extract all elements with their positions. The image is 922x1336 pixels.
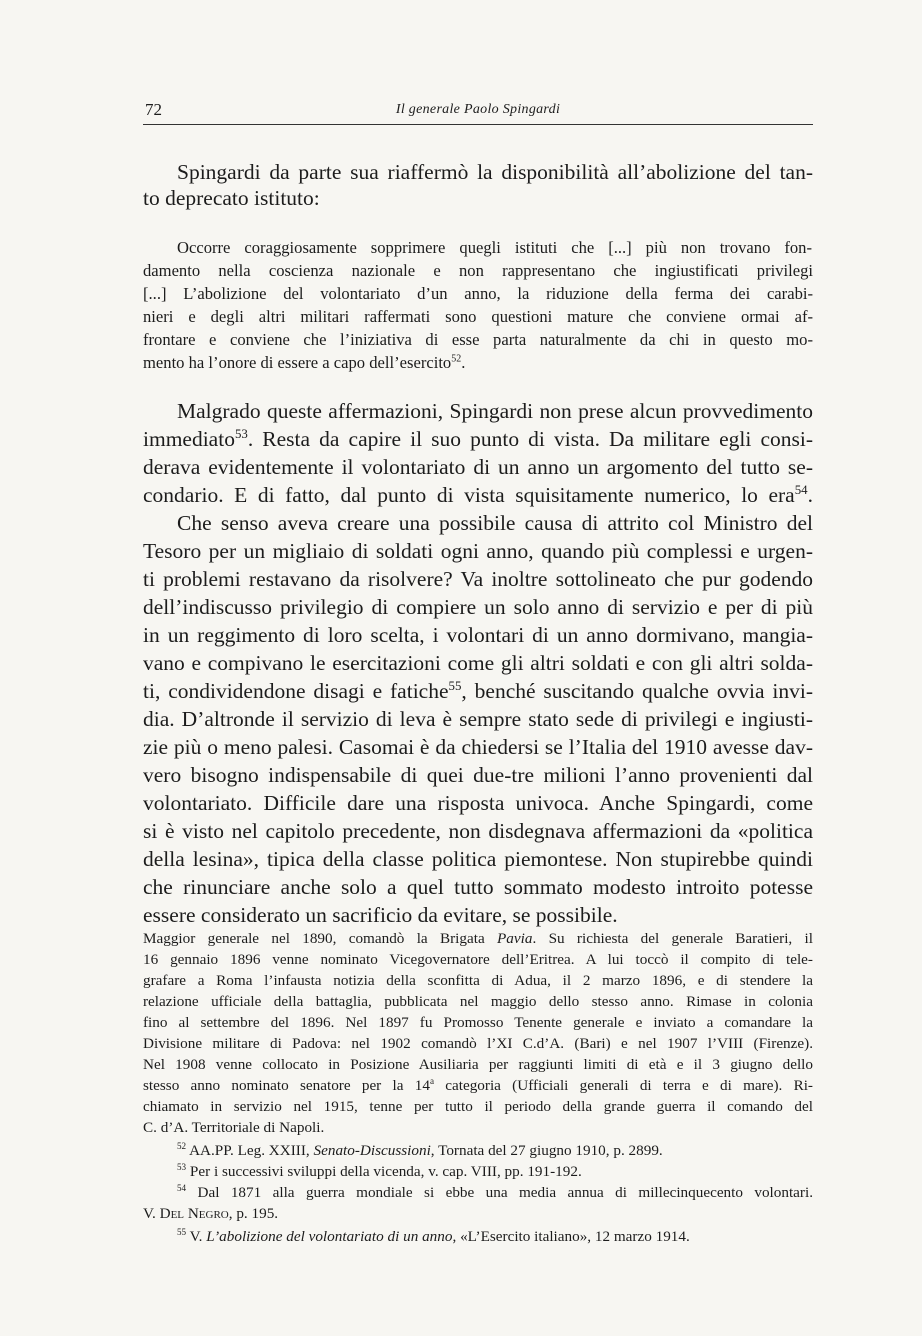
body-line: in un reggimento di loro scelta, i volontari di un anno dormivano, mangia-: [143, 623, 813, 647]
body-line: essere considerato un sacrificio da evitare, se possibile.: [143, 903, 618, 927]
footnote-53: [177, 1161, 813, 1182]
body-line: della lesina», tipica della classe politica piemontese. Non stupirebbe quindi: [143, 847, 813, 871]
body-line: vano e compivano le esercitazioni come gli altri soldati e con gli altri solda-: [143, 651, 813, 675]
note-italic: Pavia: [497, 930, 533, 947]
body-line: ti problemi restavano da risolvere? Va inoltre sottolineato che pur godendo: [143, 567, 813, 591]
note-text: . Su richiesta del generale Baratieri, il: [532, 930, 813, 947]
note-text: AA.PP. Leg. XXIII,: [186, 1142, 314, 1159]
footnote-54-cont: [143, 1203, 813, 1224]
body-line: si è visto nel capitolo precedente, non disdegnava affermazioni da «politica: [143, 819, 813, 843]
body-text: , benché suscitando qualche ovvia invi-: [461, 679, 813, 703]
note-superscript: a: [429, 1075, 434, 1086]
quote-line: [143, 351, 813, 375]
body-line: che rinunciare anche solo a quel tutto sommato modesto introito potesse: [143, 875, 813, 899]
body-line: dia. D’altronde il servizio di leva è sempre stato sede di privilegi e ingiusti-: [143, 707, 813, 731]
quote-line: nieri e degli altri militari raffermati sono questioni mature che conviene ormai af-: [143, 307, 813, 326]
note-line: fino al settembre del 1896. Nel 1897 fu Promosso Tenente generale e inviato a comandare la: [143, 1014, 813, 1031]
body-line: Tesoro per un migliaio di soldati ogni anno, quando più complessi e urgen-: [143, 539, 813, 563]
note-text: , Tornata del 27 giugno 1910, p. 2899.: [430, 1142, 663, 1159]
note-text: Maggior generale nel 1890, comandò la Brigata: [143, 930, 498, 947]
note-text: V.: [186, 1228, 207, 1245]
footnote-number: 52: [177, 1140, 187, 1151]
footnote-ref[interactable]: 54: [794, 482, 808, 497]
note-text: Per i successivi sviluppi della vicenda, v. cap. VIII, pp. 191-192.: [186, 1163, 582, 1180]
quote-text: mento ha l’onore di essere a capo dell’esercito: [143, 353, 452, 372]
quote-end: .: [461, 353, 466, 372]
note-italic: L’abolizione del volontariato di un anno: [206, 1228, 453, 1245]
note-text: V.: [143, 1205, 160, 1222]
footnote-number: 55: [177, 1226, 187, 1237]
body-line: Che senso aveva creare una possibile causa di attrito col Ministro del: [177, 511, 813, 535]
page-number: 72: [145, 100, 162, 119]
body-text: ti, condividendone disagi e fatiche: [143, 679, 449, 703]
body-line: dell’indiscusso privilegio di compiere un solo anno di servizio e per di più: [143, 595, 813, 619]
running-title: Il generale Paolo Spingardi: [395, 102, 561, 117]
footnote-54: [177, 1182, 813, 1203]
body-line: vero bisogno indispensabile di quei due-tre milioni l’anno provenienti dal: [143, 763, 813, 787]
note-italic: Senato-Discussioni: [313, 1142, 431, 1159]
body-line: volontariato. Difficile dare una risposta univoca. Anche Spingardi, come: [143, 791, 813, 815]
body-text: .: [807, 483, 813, 507]
footnote-52: [177, 1140, 813, 1161]
intro-line: to deprecato istituto:: [143, 186, 320, 210]
note-line: [143, 1075, 813, 1096]
quote-line: damento nella coscienza nazionale e non rappresentano che ingiustificati privilegi: [143, 261, 813, 280]
quote-line: [...] L’abolizione del volontariato d’un anno, la riduzione della ferma dei carabi-: [143, 284, 813, 303]
note-smallcaps: Del Negro: [159, 1205, 229, 1222]
intro-line: Spingardi da parte sua riaffermò la disponibilità all’abolizione del tan-: [177, 160, 813, 184]
note-line: [143, 928, 813, 949]
note-line: chiamato in servizio nel 1915, tenne per tutto il periodo della grande guerra il comando del: [143, 1098, 813, 1115]
note-line: grafare a Roma l’infausta notizia della sconfitta di Adua, il 2 marzo 1896, e di stendere la: [143, 972, 813, 989]
footnote-number: 54: [177, 1182, 187, 1193]
note-line: 16 gennaio 1896 venne nominato Vicegovernatore dell’Eritrea. A lui toccò il compito di tele-: [143, 951, 813, 968]
footnote-55: [177, 1226, 813, 1247]
body-line: [143, 676, 813, 706]
note-text: stesso anno nominato senatore per la 14: [143, 1077, 430, 1094]
page-header: [143, 98, 813, 125]
body-text: immediato: [143, 427, 235, 451]
note-text: categoria (Ufficiali generali di terra e di mare). Ri-: [433, 1077, 813, 1094]
footnote-ref[interactable]: 53: [234, 426, 248, 441]
body-text: condario. E di fatto, dal punto di vista squisitamente numerico, lo era: [143, 483, 795, 507]
footnote-number: 53: [177, 1161, 187, 1172]
note-line: C. d’A. Territoriale di Napoli.: [143, 1119, 325, 1136]
note-line: Divisione militare di Padova: nel 1902 comandò l’XI C.d’A. (Bari) e nel 1907 l’VIII (Firenze).: [143, 1035, 813, 1052]
footnote-ref[interactable]: 55: [448, 678, 462, 693]
footnote-ref[interactable]: 52: [451, 353, 462, 365]
body-line: derava evidentemente il volontariato di un anno un argomento del tutto se-: [143, 455, 813, 479]
body-line: zie più o meno palesi. Casomai è da chiedersi se l’Italia del 1910 avesse dav-: [143, 735, 813, 759]
note-text: , «L’Esercito italiano», 12 marzo 1914.: [452, 1228, 690, 1245]
quote-line: frontare e conviene che l’iniziativa di esse parta naturalmente da chi in questo mo-: [143, 330, 813, 349]
body-line: Malgrado queste affermazioni, Spingardi non prese alcun provvedimento: [177, 399, 813, 423]
body-line: [143, 424, 813, 454]
note-line: relazione ufficiale della battaglia, pubblicata nel maggio dello stesso anno. Rimase in colonia: [143, 993, 813, 1010]
body-text: . Resta da capire il suo punto di vista. Da militare egli consi-: [247, 427, 813, 451]
body-line: [143, 480, 813, 510]
note-text: , p. 195.: [228, 1205, 279, 1222]
note-text: Dal 1871 alla guerra mondiale si ebbe una media annua di millecinquecento volontari.: [186, 1184, 813, 1201]
note-line: Nel 1908 venne collocato in Posizione Ausiliaria per raggiunti limiti di età e il 3 giugno dello: [143, 1056, 813, 1073]
quote-line: Occorre coraggiosamente sopprimere quegli istituti che [...] più non trovano fon-: [177, 238, 812, 257]
